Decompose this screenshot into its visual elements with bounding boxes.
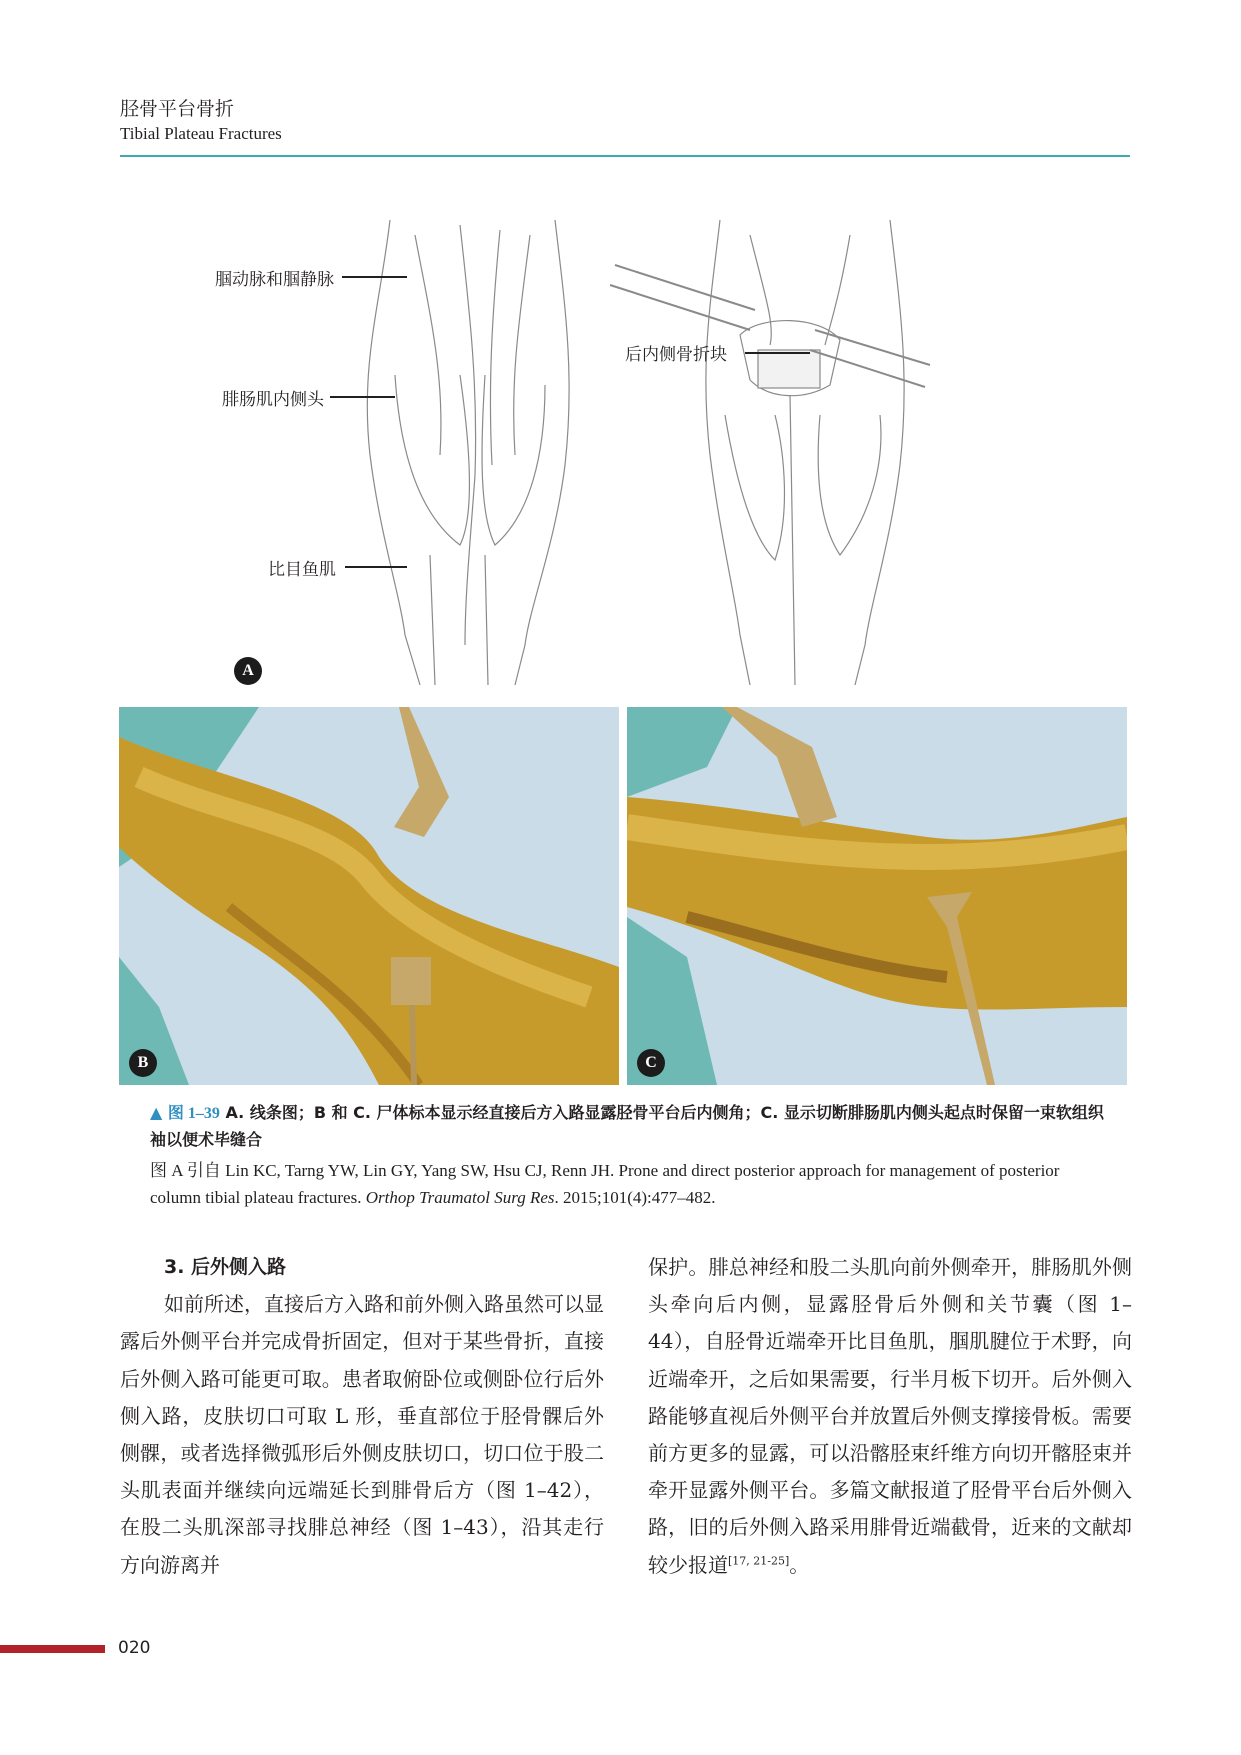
section-heading: 3. 后外侧入路 bbox=[164, 1256, 287, 1278]
label-soleus: 比目鱼肌 bbox=[268, 560, 336, 580]
caption-text: A. 线条图；B 和 C. 尸体标本显示经直接后方入路显露胫骨平台后内侧角；C. 显示切断腓肠肌内侧头起点时保留一束软组织袖以便术毕缝合 bbox=[150, 1103, 1104, 1149]
journal-name: Orthop Traumatol Surg Res bbox=[365, 1188, 555, 1207]
body-left-column bbox=[120, 1249, 604, 1584]
figure-caption bbox=[150, 1100, 1110, 1153]
figure-panel-c-photo bbox=[627, 707, 1127, 1085]
body-paragraph: 如前所述，直接后方入路和前外侧入路虽然可以显露后外侧平台并完成骨折固定，但对于某些骨折，直接后外侧入路可能更可取。患者取俯卧位或侧卧位行后外侧入路，皮肤切口可取 L 形，垂直部位于胫骨髁后外侧髁，或者选择微弧形后外侧皮肤切口，切口位于股二头肌表面并继续向远端延长到腓骨后方（图 1–42），在股二头肌深部寻找腓总神经（图 1–43），沿其走行方向游离并 bbox=[120, 1292, 604, 1577]
label-popliteal-vessels: 腘动脉和腘静脉 bbox=[215, 270, 334, 290]
figure-source-citation: 图 A 引自 Lin KC, Tarng YW, Lin GY, Yang SW, Hsu CJ, Renn JH. Prone and direct posterior approach for management of posterior column tibial plateau fractures. Orthop Traumatol Surg Res. 2015;101(4):477‒482. bbox=[150, 1161, 1060, 1207]
running-header-title: 胫骨平台骨折 bbox=[120, 98, 235, 120]
figure-panel-a bbox=[215, 215, 1050, 695]
body-right-column bbox=[648, 1249, 1132, 1584]
citation-superscript: [17, 21-25] bbox=[728, 1553, 790, 1567]
figure-panel-b-photo bbox=[119, 707, 619, 1085]
page-number: 020 bbox=[118, 1638, 151, 1658]
leader-line bbox=[745, 352, 810, 354]
panel-b-badge: B bbox=[129, 1049, 157, 1077]
header-rule bbox=[120, 155, 1130, 157]
label-gastrocnemius-medial-head: 腓肠肌内侧头 bbox=[222, 390, 324, 410]
leader-line bbox=[330, 396, 395, 398]
panel-c-badge: C bbox=[637, 1049, 665, 1077]
leg-line-drawings bbox=[230, 215, 1050, 695]
running-header-subtitle: Tibial Plateau Fractures bbox=[120, 124, 282, 143]
footer-accent-bar bbox=[0, 1645, 105, 1653]
label-posteromedial-fragment: 后内侧骨折块 bbox=[625, 345, 727, 365]
leader-line bbox=[345, 566, 407, 568]
panel-a-badge: A bbox=[234, 657, 262, 685]
leader-line bbox=[342, 276, 407, 278]
caption-triangle-icon: ▲ bbox=[150, 1103, 163, 1122]
figure-number: 图 1–39 bbox=[167, 1105, 220, 1122]
body-paragraph-continued: 保护。腓总神经和股二头肌向前外侧牵开，腓肠肌外侧头牵向后内侧，显露胫骨后外侧和关节囊（图 1–44），自胫骨近端牵开比目鱼肌，腘肌腱位于术野，向近端牵开，之后如果需要，行半月板下切开。后外侧入路能够直视后外侧平台并放置后外侧支撑接骨板。需要前方更多的显露，可以沿髂胫束纤维方向切开髂胫束并牵开显露外侧平台。多篇文献报道了胫骨平台后外侧入路，旧的后外侧入路采用腓骨近端截骨，近来的文献却较少报道[17, 21-25]。 bbox=[648, 1255, 1132, 1577]
